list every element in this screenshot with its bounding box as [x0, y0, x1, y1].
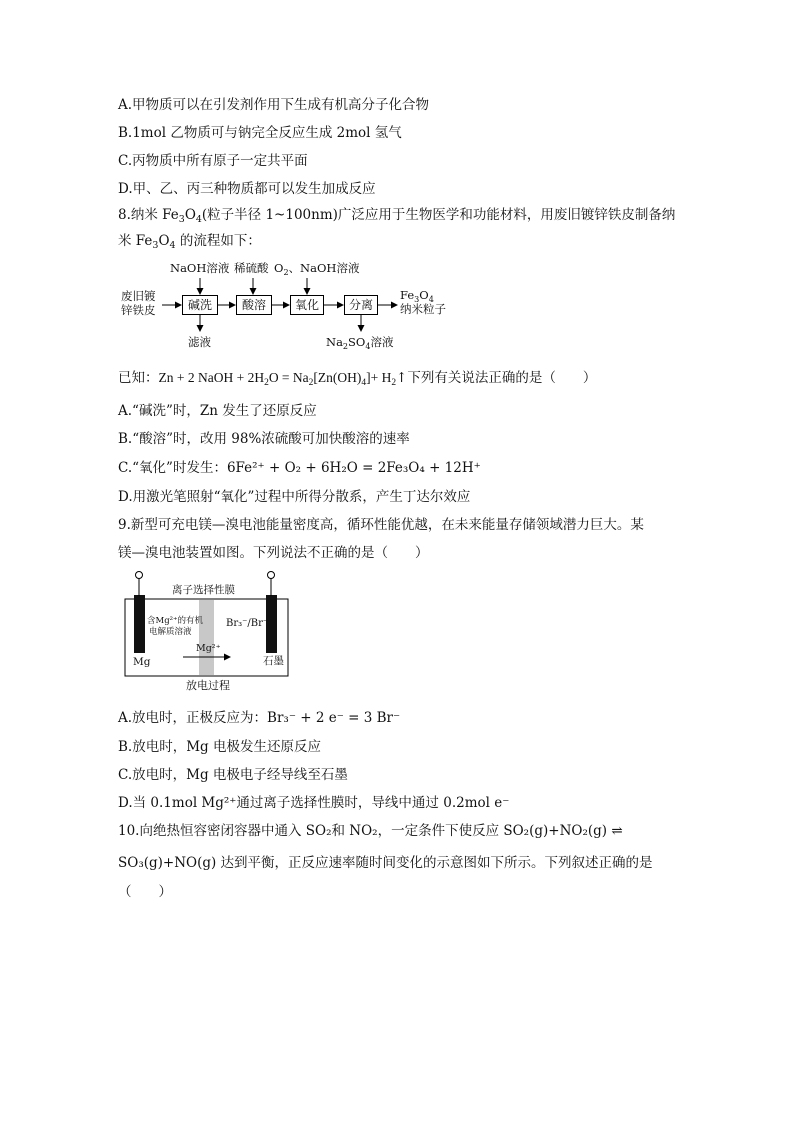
q9-option-d: D.当 0.1mol Mg²⁺通过离子选择性膜时，导线中通过 0.2mol e⁻	[118, 795, 510, 811]
q8-option-c: C.“氧化”时发生：6Fe²⁺ + O₂ + 6H₂O = 2Fe₃O₄ + 12H⁺	[118, 460, 481, 476]
membrane-label: 离子选择性膜	[172, 584, 235, 596]
q9-option-a: A.放电时，正极反应为：Br₃⁻ + 2 e⁻ = 3 Br⁻	[118, 710, 401, 726]
mg-electrode-label: Mg	[133, 656, 151, 668]
q9-stem-line2: 镁—溴电池装置如图。下列说法不正确的是（ ）	[118, 545, 429, 561]
flow-input: 废旧镀 锌铁皮	[121, 289, 156, 317]
flow-waste-filtrate: 滤液	[188, 335, 211, 349]
graphite-electrode-label: 石墨	[263, 655, 284, 667]
flow-product: $Fe_3O_4$ 纳米粒子	[400, 288, 446, 316]
mg-ion-label: Mg²⁺	[196, 643, 221, 654]
q10-stem-line3: （ ）	[118, 884, 172, 900]
q7-option-b: B.1mol 乙物质可与钠完全反应生成 2mol 氢气	[118, 125, 402, 141]
q7-option-c: C.丙物质中所有原子一定共平面	[118, 153, 308, 169]
q8-option-a: A.“碱洗”时，Zn 发生了还原反应	[118, 403, 317, 419]
q8-option-d: D.用激光笔照射“氧化”过程中所得分散系，产生丁达尔效应	[118, 489, 471, 505]
q8-stem-line1: 8.纳米 $Fe_3O_4$(粒子半径 1~100nm)广泛应用于生物医学和功能材料，用废旧镀锌铁皮制备纳	[118, 207, 676, 225]
reagent-naoh: NaOH溶液	[170, 261, 230, 275]
q10-stem-line2: SO₃(g)+NO(g) 达到平衡，正反应速率随时间变化的示意图如下所示。下列叙述正确的是	[118, 855, 653, 871]
reagent-h2so4: 稀硫酸	[234, 261, 269, 275]
q9-stem-line1: 9.新型可充电镁—溴电池能量密度高，循环性能优越，在未来能量存储领域潜力巨大。某	[118, 517, 644, 533]
q8-stem-line2: 米 $Fe_3O_4$ 的流程如下：	[118, 233, 261, 251]
q7-option-a: A.甲物质可以在引发剂作用下生成有机高分子化合物	[118, 97, 430, 113]
flow-byproduct: $Na_2SO_4$溶液	[326, 335, 394, 351]
step-acid-dissolve: 酸溶	[236, 295, 272, 315]
q10-stem-line1: 10.向绝热恒容密闭容器中通入 SO₂和 NO₂，一定条件下使反应 SO₂(g)+NO₂(g) ⇌	[118, 823, 623, 839]
q7-option-d: D.甲、乙、丙三种物质都可以发生加成反应	[118, 181, 376, 197]
q8-option-b: B.“酸溶”时，改用 98%浓硫酸可加快酸溶的速率	[118, 431, 410, 447]
q8-known-statement: 已知：Zn + 2 NaOH + $2H_2O = Na_2[Zn(OH)_4]+$ $H_2↑$下列有关说法正确的是（ ）	[118, 370, 597, 388]
reagent-o2-naoh: $O_2$、NaOH溶液	[274, 261, 360, 277]
bromine-label: Br₃⁻/Br⁻	[226, 618, 269, 629]
electrolyte-label: 含Mg²⁺的有机 电解质溶液	[147, 616, 204, 637]
diagram-caption: 放电过程	[186, 679, 230, 692]
step-separation: 分离	[344, 295, 378, 315]
q9-option-c: C.放电时，Mg 电极电子经导线至石墨	[118, 767, 348, 783]
q9-option-b: B.放电时，Mg 电极发生还原反应	[118, 739, 321, 755]
step-alkali-wash: 碱洗	[182, 295, 218, 315]
step-oxidation: 氧化	[290, 295, 324, 315]
